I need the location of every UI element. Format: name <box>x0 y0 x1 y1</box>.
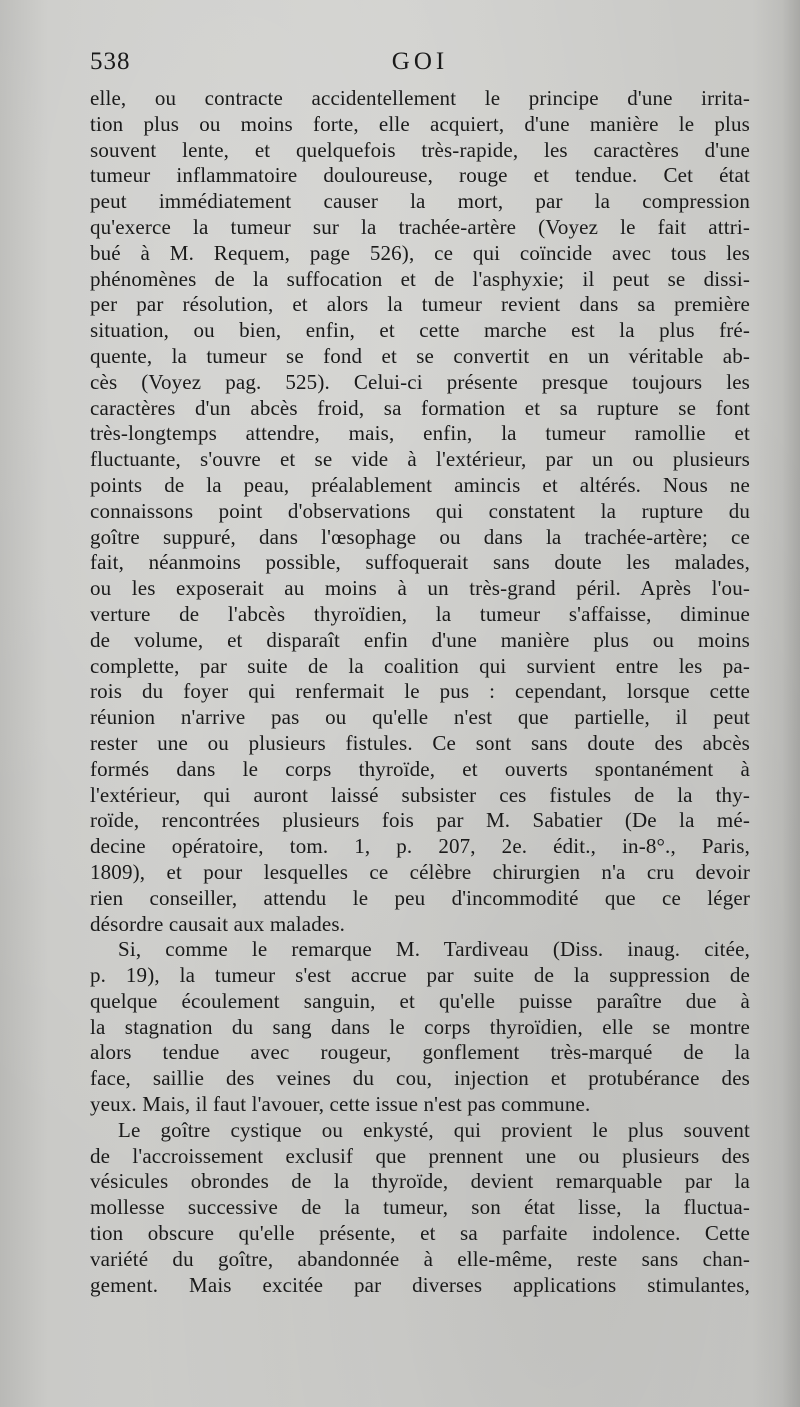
text-line: roïde, rencontrées plusieurs fois par M. Sabatier (De la mé- <box>90 808 750 833</box>
page-number: 538 <box>90 48 131 75</box>
text-line: qu'exerce la tumeur sur la trachée-artère (Voyez le fait attri- <box>90 214 750 239</box>
running-head: GOI <box>391 48 449 75</box>
text-line: désordre causait aux malades. <box>90 911 346 936</box>
text-line: alors tendue avec rougeur, gonflement très-marqué de la <box>90 1040 750 1065</box>
text-line: peut immédiatement causer la mort, par la compression <box>90 189 750 214</box>
text-line: bué à M. Requem, page 526), ce qui coïncide avec tous les <box>90 240 750 265</box>
text-line: fait, néanmoins possible, suffoquerait sans doute les malades, <box>90 550 750 575</box>
text-line: verture de l'abcès thyroïdien, la tumeur s'affaisse, diminue <box>90 601 750 626</box>
text-line: p. 19), la tumeur s'est accrue par suite de la suppression de <box>90 963 750 988</box>
text-line: cès (Voyez pag. 525). Celui-ci présente presque toujours les <box>90 369 750 394</box>
text-line: variété du goître, abandonnée à elle-même, reste sans chan- <box>90 1246 750 1271</box>
text-line: decine opératoire, tom. 1, p. 207, 2e. édit., in-8°., Paris, <box>90 834 750 859</box>
text-line: Si, comme le remarque M. Tardiveau (Diss. inaug. citée, <box>118 937 750 962</box>
text-line: rester une ou plusieurs fistules. Ce sont sans doute des abcès <box>90 730 750 755</box>
text-line: mollesse successive de la tumeur, son état lisse, la fluctua- <box>90 1195 750 1220</box>
text-line: rois du foyer qui renfermait le pus : cependant, lorsque cette <box>90 679 750 704</box>
text-line: de l'accroissement exclusif que prennent une ou plusieurs des <box>90 1143 750 1168</box>
text-line: connaissons point d'observations qui constatent la rupture du <box>90 498 750 523</box>
text-line: gement. Mais excitée par diverses applications stimulantes, <box>90 1272 750 1297</box>
text-line: 1809), et pour lesquelles ce célèbre chirurgien n'a cru devoir <box>90 859 750 884</box>
body-text <box>90 86 750 1298</box>
text-line: per par résolution, et alors la tumeur revient dans sa première <box>90 292 750 317</box>
text-line: très-longtemps attendre, mais, enfin, la tumeur ramollie et <box>90 421 750 446</box>
text-line: quente, la tumeur se fond et se convertit en un véritable ab- <box>90 343 750 368</box>
text-line: ou les exposerait au moins à un très-grand péril. Après l'ou- <box>90 576 750 601</box>
page-header <box>90 48 750 82</box>
text-line: phénomènes de la suffocation et de l'asphyxie; il peut se dissi- <box>90 266 750 291</box>
text-line: tion obscure qu'elle présente, et sa parfaite indolence. Cette <box>90 1221 750 1246</box>
text-line: face, saillie des veines du cou, injection et protubérance des <box>90 1066 750 1091</box>
text-line: formés dans le corps thyroïde, et ouverts spontanément à <box>90 756 750 781</box>
text-line: quelque écoulement sanguin, et qu'elle puisse paraître due à <box>90 988 750 1013</box>
text-line: complette, par suite de la coalition qui survient entre les pa- <box>90 653 750 678</box>
text-line: réunion n'arrive pas ou qu'elle n'est que partielle, il peut <box>90 705 750 730</box>
text-line: rien conseiller, attendu le peu d'incommodité que ce léger <box>90 885 750 910</box>
page-edge-shadow <box>782 0 800 1407</box>
text-line: elle, ou contracte accidentellement le principe d'une irrita- <box>90 86 750 110</box>
text-line: l'extérieur, qui auront laissé subsister ces fistules de la thy- <box>90 782 750 807</box>
text-line: yeux. Mais, il faut l'avouer, cette issue n'est pas commune. <box>90 1092 591 1117</box>
text-line: de volume, et disparaît enfin d'une manière plus ou moins <box>90 627 750 652</box>
text-line: souvent lente, et quelquefois très-rapide, les caractères d'une <box>90 137 750 162</box>
text-line: caractères d'un abcès froid, sa formation et sa rupture se font <box>90 395 750 420</box>
text-line: fluctuante, s'ouvre et se vide à l'extérieur, par un ou plusieurs <box>90 447 750 472</box>
text-line: tumeur inflammatoire douloureuse, rouge et tendue. Cet état <box>90 163 750 188</box>
text-line: la stagnation du sang dans le corps thyroïdien, elle se montre <box>90 1014 750 1039</box>
text-line: vésicules obrondes de la thyroïde, devient remarquable par la <box>90 1169 750 1194</box>
text-line: situation, ou bien, enfin, et cette marche est la plus fré- <box>90 318 750 343</box>
text-line: points de la peau, préalablement amincis et altérés. Nous ne <box>90 472 750 497</box>
text-line: Le goître cystique ou enkysté, qui provient le plus souvent <box>118 1117 750 1142</box>
text-line: goître suppuré, dans l'œsophage ou dans la trachée-artère; ce <box>90 524 750 549</box>
text-line: tion plus ou moins forte, elle acquiert, d'une manière le plus <box>90 111 750 136</box>
